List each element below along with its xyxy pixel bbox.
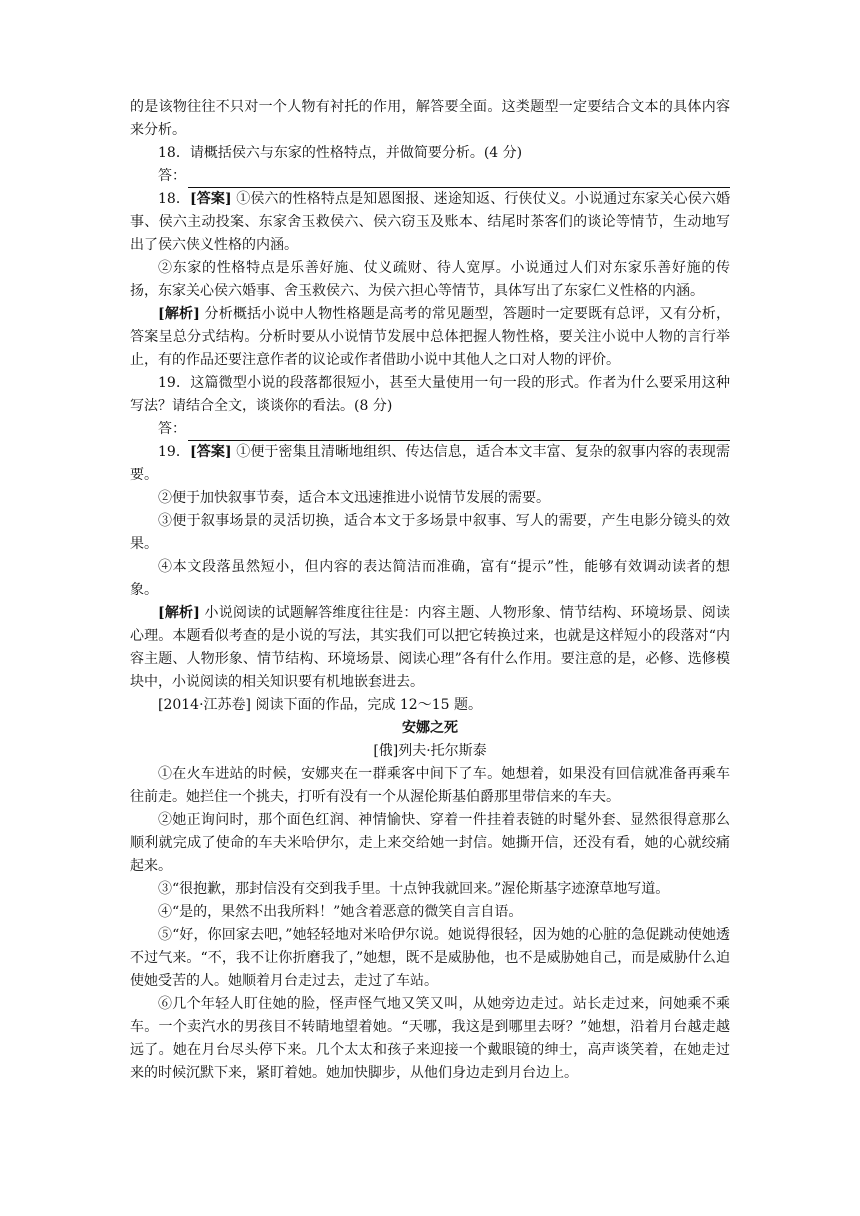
analysis-18 (130, 303, 730, 372)
story-author: [俄]列夫·托尔斯泰 (373, 743, 487, 759)
answer-blank-line (188, 424, 730, 441)
answer-tag: [答案] (190, 191, 232, 207)
answer-blank-line (188, 171, 730, 188)
analysis-19 (130, 602, 730, 694)
analysis-tag: [解析] (158, 605, 200, 621)
answer-line-19 (130, 418, 730, 441)
answer-label: 答： (158, 421, 186, 437)
answer-tag: [答案] (190, 444, 232, 460)
analysis-text: 分析概括小说中人物性格题是高考的常见题型，答题时一定要既有总评，又有分析，答案呈总分式结构。分析时要从小说情节发展中总体把握人物性格，要关注小说中人物的言行举止，有的作品还要注意作者的议论或作者借助小说中其他人之口对人物的评价。 (130, 306, 730, 368)
question-19: 19．这篇微型小说的段落都很短小，甚至大量使用一句一段的形式。作者为什么要采用这种写法？请结合全文，谈谈你的看法。(8 分) (130, 375, 730, 414)
answer-number: 19． (158, 444, 191, 460)
analysis-tag: [解析] (158, 306, 200, 322)
answer-18-part-1 (130, 188, 730, 257)
question-18: 18．请概括侯六与东家的性格特点，并做简要分析。(4 分) (158, 145, 523, 161)
answer-19-part-3: ③便于叙事场景的灵活切换，适合本文于多场景中叙事、写人的需要，产生电影分镜头的效果。 (130, 513, 730, 552)
story-paragraph-3: ③“很抱歉，那封信没有交到我手里。十点钟我就回来。”渥伦斯基字迹潦草地写道。 (158, 881, 670, 897)
story-paragraph-5: ⑤“好，你回家去吧，”她轻轻地对米哈伊尔说。她说得很轻，因为她的心脏的急促跳动使她透不过气来。“不，我不让你折磨我了，”她想，既不是威胁他，也不是威胁她自己，而是威胁什么迫使她受苦的人。她顺着月台走过去，走过了车站。 (130, 927, 730, 989)
story-paragraph-6: ⑥几个年轻人盯住她的脸，怪声怪气地又笑又叫，从她旁边走过。站长走过来，问她乘不乘车。一个卖汽水的男孩目不转睛地望着她。“天哪，我这是到哪里去呀？”她想，沿着月台越走越远了。她在月台尽头停下来。几个太太和孩子来迎接一个戴眼镜的绅士，高声谈笑着，在她走过来的时候沉默下来，紧盯着她。她加快脚步，从他们身边走到月台边上。 (130, 996, 730, 1081)
story-paragraph-4: ④“是的，果然不出我所料！”她含着恶意的微笑自言自语。 (158, 904, 523, 920)
answer-text: ①侯六的性格特点是知恩图报、迷途知返、行侠仗义。小说通过东家关心侯六婚事、侯六主动投案、东家舍玉救侯六、侯六窃玉及账本、结尾时茶客们的谈论等情节，生动地写出了侯六侠义性格的内涵。 (130, 191, 730, 253)
paragraph-analysis-end: 的是该物往往不只对一个人物有衬托的作用，解答要全面。这类题型一定要结合文本的具体内容来分析。 (130, 99, 730, 138)
source-line: [2014·江苏卷] 阅读下面的作品，完成 12～15 题。 (158, 697, 482, 713)
answer-19-part-1 (130, 441, 730, 487)
story-title: 安娜之死 (402, 720, 458, 736)
answer-text: ①便于密集且清晰地组织、传达信息，适合本文丰富、复杂的叙事内容的表现需要。 (130, 444, 730, 483)
answer-19-part-2: ②便于加快叙事节奏，适合本文迅速推进小说情节发展的需要。 (158, 490, 550, 506)
story-paragraph-1: ①在火车进站的时候，安娜夹在一群乘客中间下了车。她想着，如果没有回信就准备再乘车往前走。她拦住一个挑夫，打听有没有一个从渥伦斯基伯爵那里带信来的车夫。 (130, 766, 730, 805)
answer-18-part-2: ②东家的性格特点是乐善好施、仗义疏财、待人宽厚。小说通过人们对东家乐善好施的传扬，东家关心侯六婚事、舍玉救侯六、为侯六担心等情节，具体写出了东家仁义性格的内涵。 (130, 260, 730, 299)
answer-label: 答： (158, 168, 186, 184)
analysis-text: 小说阅读的试题解答维度往往是：内容主题、人物形象、情节结构、环境场景、阅读心理。本题看似考查的是小说的写法，其实我们可以把它转换过来，也就是这样短小的段落对“内容主题、人物形象、情节结构、环境场景、阅读心理”各有什么作用。要注意的是，必修、选修模块中，小说阅读的相关知识要有机地嵌套进去。 (130, 605, 730, 690)
answer-19-part-4: ④本文段落虽然短小，但内容的表达简洁而准确，富有“提示”性，能够有效调动读者的想象。 (130, 559, 730, 598)
answer-line-18 (130, 165, 730, 188)
answer-number: 18． (158, 191, 191, 207)
story-paragraph-2: ②她正询问时，那个面色红润、神情愉快、穿着一件挂着表链的时髦外套、显然很得意那么顺利就完成了使命的车夫米哈伊尔，走上来交给她一封信。她撕开信，还没有看，她的心就绞痛起来。 (130, 812, 730, 874)
document-page (130, 96, 730, 1085)
